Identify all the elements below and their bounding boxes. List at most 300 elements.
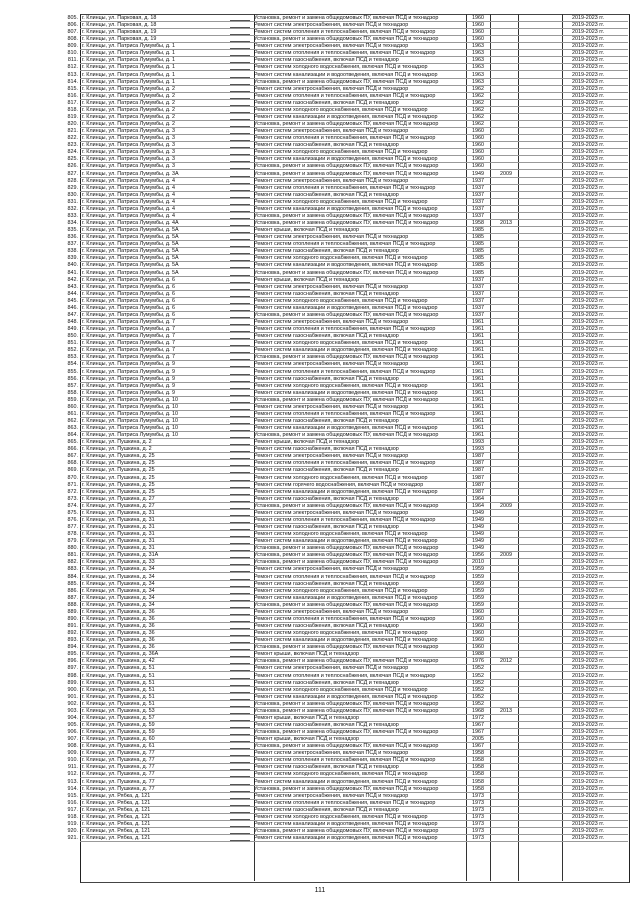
build-year-cell: 1962	[472, 99, 484, 106]
work-type-cell: Ремонт систем газоснабжения, включая ПСД и технадзор	[254, 248, 399, 255]
address-underline	[230, 812, 250, 813]
last-repair-year-cell	[494, 460, 518, 467]
work-type-cell: Установка, ремонт и замена общедомовых ПУ, включая ПСД и технадзор	[254, 15, 439, 21]
address-underline	[230, 402, 250, 403]
address-cell: г. Клинцы, ул. Патриса Лумумбы, д. 1	[82, 57, 176, 64]
row-number: 851.	[67, 340, 78, 347]
address-cell: г. Клинцы, ул. Патриса Лумумбы, д. 5А	[82, 255, 179, 262]
last-repair-year-cell	[494, 771, 518, 778]
work-type-cell: Установка, ремонт и замена общедомовых ПУ, включая ПСД и технадзор	[254, 396, 439, 403]
table-row	[67, 15, 628, 22]
plan-period-cell: 2019-2023 гг.	[571, 269, 605, 276]
last-repair-year-cell	[494, 390, 518, 397]
address-underline	[230, 55, 250, 56]
address-cell: г. Клинцы, ул. Патриса Лумумбы, д. 5А	[82, 248, 179, 255]
last-repair-year-cell	[494, 411, 518, 418]
plan-period-cell: 2019-2023 гг.	[571, 771, 605, 778]
table-row	[67, 368, 628, 376]
address-cell: г. Клинцы, ул. Пушкина, д. 36	[82, 630, 155, 637]
address-underline	[230, 246, 250, 247]
work-type-cell: Ремонт систем отопления и теплоснабжения, включая ПСД и технадзор	[254, 368, 436, 375]
plan-period-cell: 2019-2023 гг.	[571, 524, 605, 531]
work-type-cell: Ремонт крыши, включая ПСД и технадзор	[254, 736, 359, 743]
build-year-cell: 1973	[472, 792, 484, 799]
last-repair-year-cell: 2012	[500, 658, 512, 665]
row-number: 811.	[67, 57, 78, 64]
address-cell: г. Клинцы, ул. Патриса Лумумбы, д. 3	[82, 128, 176, 135]
build-year-cell: 1985	[472, 269, 484, 276]
last-repair-year-cell	[494, 142, 518, 149]
build-year-cell: 1973	[472, 828, 484, 835]
table-row	[67, 587, 628, 595]
row-number: 881.	[67, 552, 78, 559]
row-number: 838.	[67, 248, 78, 255]
plan-period-cell: 2019-2023 гг.	[571, 778, 605, 785]
plan-period-cell: 2019-2023 гг.	[571, 290, 605, 297]
last-repair-year-cell	[494, 234, 518, 241]
address-cell: г. Клинцы, ул. Пушкина, д. 36	[82, 637, 155, 644]
address-underline	[230, 310, 250, 311]
row-number: 909.	[67, 750, 78, 757]
plan-period-cell: 2019-2023 гг.	[571, 354, 605, 361]
address-underline	[230, 798, 250, 799]
build-year-cell: 1937	[472, 311, 484, 318]
work-type-cell: Ремонт систем электроснабжения, включая ПСД и технадзор	[254, 361, 409, 368]
address-cell: г. Клинцы, ул. Патриса Лумумбы, д. 3А	[82, 170, 179, 177]
address-cell: г. Клинцы, ул. Патриса Лумумбы, д. 2	[82, 121, 176, 128]
work-type-cell: Установка, ремонт и замена общедомовых ПУ, включая ПСД и технадзор	[254, 700, 439, 707]
address-cell: г. Клинцы, ул. Пушкина, д. 36А	[82, 651, 159, 658]
address-cell: г. Клинцы, ул. Пушкина, д. 51	[82, 700, 155, 707]
plan-period-cell: 2019-2023 гг.	[571, 700, 605, 707]
plan-period-cell: 2019-2023 гг.	[571, 184, 605, 191]
build-year-cell: 1985	[472, 241, 484, 248]
work-type-cell: Ремонт систем отопления и теплоснабжения, включая ПСД и технадзор	[254, 799, 436, 806]
address-underline	[230, 296, 250, 297]
table-row	[67, 191, 628, 199]
plan-period-cell: 2019-2023 гг.	[571, 729, 605, 736]
work-type-cell: Установка, ремонт и замена общедомовых ПУ, включая ПСД и технадзор	[254, 432, 439, 439]
build-year-cell: 2005	[472, 736, 484, 743]
address-underline	[230, 303, 250, 304]
build-year-cell: 1962	[472, 92, 484, 99]
row-number: 863.	[67, 425, 78, 432]
address-underline	[230, 126, 250, 127]
last-repair-year-cell	[494, 227, 518, 234]
address-cell: г. Клинцы, ул. Патриса Лумумбы, д. 9	[82, 375, 176, 382]
address-underline	[230, 352, 250, 353]
address-underline	[230, 218, 250, 219]
work-type-cell: Ремонт систем газоснабжения, включая ПСД и технадзор	[254, 99, 399, 106]
build-year-cell: 1961	[472, 319, 484, 325]
last-repair-year-cell	[494, 376, 518, 383]
work-type-cell: Установка, ремонт и замена общедомовых ПУ, включая ПСД и технадзор	[254, 212, 439, 219]
last-repair-year-cell	[494, 680, 518, 687]
address-underline	[230, 571, 250, 572]
address-underline	[230, 755, 250, 756]
table-row	[67, 99, 628, 107]
address-cell: г. Клинцы, ул. Пушкина, д. 2	[82, 446, 152, 453]
work-type-cell: Ремонт систем канализации и водоотведения, включая ПСД и технадзор	[254, 693, 438, 700]
plan-period-cell: 2019-2023 гг.	[571, 785, 605, 792]
build-year-cell: 1960	[472, 637, 484, 644]
address-underline	[230, 437, 250, 438]
address-underline	[230, 225, 250, 226]
row-number: 816.	[67, 92, 78, 99]
work-type-cell: Ремонт систем газоснабжения, включая ПСД и технадзор	[254, 467, 399, 474]
table-row	[67, 601, 628, 609]
address-underline	[230, 204, 250, 205]
plan-period-cell: 2019-2023 гг.	[571, 396, 605, 403]
row-number: 876.	[67, 516, 78, 523]
last-repair-year-cell	[494, 185, 518, 192]
plan-period-cell: 2019-2023 гг.	[571, 538, 605, 545]
address-cell: г. Клинцы, ул. Патриса Лумумбы, д. 9	[82, 382, 176, 389]
last-repair-year-cell	[494, 644, 518, 651]
plan-period-cell: 2019-2023 гг.	[571, 630, 605, 637]
address-cell: г. Клинцы, ул. Пушкина, д. 31	[82, 509, 155, 516]
plan-period-cell: 2019-2023 гг.	[571, 212, 605, 219]
plan-period-cell: 2019-2023 гг.	[571, 241, 605, 248]
work-type-cell: Установка, ремонт и замена общедомовых ПУ, включая ПСД и технадзор	[254, 502, 439, 509]
last-repair-year-cell	[494, 800, 518, 807]
address-underline	[230, 628, 250, 629]
work-type-cell: Ремонт систем газоснабжения, включая ПСД и технадзор	[254, 764, 399, 771]
address-cell: г. Клинцы, ул. Парковая, д. 18	[82, 15, 157, 21]
row-number: 830.	[67, 191, 78, 198]
address-underline	[230, 183, 250, 184]
plan-period-cell: 2019-2023 гг.	[571, 446, 605, 453]
address-underline	[230, 480, 250, 481]
work-type-cell: Установка, ремонт и замена общедомовых ПУ, включая ПСД и технадзор	[254, 78, 439, 85]
plan-period-cell: 2019-2023 гг.	[571, 248, 605, 255]
row-number: 886.	[67, 587, 78, 594]
address-cell: г. Клинцы, ул. Пушкина, д. 77	[82, 750, 155, 757]
plan-period-cell: 2019-2023 гг.	[571, 813, 605, 820]
work-type-cell: Ремонт крыши, включая ПСД и технадзор	[254, 714, 359, 721]
build-year-cell: 1960	[472, 142, 484, 149]
address-cell: г. Клинцы, ул. Рябка, д. 121	[82, 792, 151, 799]
build-year-cell: 1967	[472, 743, 484, 750]
plan-period-cell: 2019-2023 гг.	[571, 255, 605, 262]
work-type-cell: Ремонт систем отопления и теплоснабжения, включая ПСД и технадзор	[254, 460, 436, 467]
table-row	[67, 446, 628, 453]
work-type-cell: Ремонт систем электроснабжения, включая ПСД и технадзор	[254, 85, 409, 92]
plan-period-cell: 2019-2023 гг.	[571, 686, 605, 693]
build-year-cell: 1967	[472, 722, 484, 728]
row-number: 853.	[67, 354, 78, 361]
address-cell: г. Клинцы, ул. Патриса Лумумбы, д. 10	[82, 425, 179, 432]
last-repair-year-cell	[494, 496, 518, 503]
work-type-cell: Ремонт систем холодного водоснабжения, включая ПСД и технадзор	[254, 149, 428, 156]
build-year-cell: 1962	[472, 113, 484, 120]
row-number: 910.	[67, 757, 78, 764]
row-number: 870.	[67, 474, 78, 481]
page-number: 111	[314, 887, 326, 894]
build-year-cell: 1973	[472, 799, 484, 806]
address-cell: г. Клинцы, ул. Патриса Лумумбы, д. 9	[82, 389, 176, 396]
work-type-cell: Ремонт систем газоснабжения, включая ПСД и технадзор	[254, 191, 399, 198]
row-number: 867.	[67, 453, 78, 460]
plan-period-cell: 2019-2023 гг.	[571, 495, 605, 502]
plan-period-cell: 2019-2023 гг.	[571, 488, 605, 495]
work-type-cell: Ремонт систем холодного водоснабжения, включая ПСД и технадзор	[254, 587, 428, 594]
plan-period-cell: 2019-2023 гг.	[571, 439, 605, 446]
last-repair-year-cell	[494, 93, 518, 100]
row-number: 824.	[67, 149, 78, 156]
row-number: 831.	[67, 198, 78, 205]
address-cell: г. Клинцы, ул. Пушкина, д. 34	[82, 580, 155, 587]
build-year-cell: 1960	[472, 608, 484, 615]
row-number: 915.	[67, 792, 78, 799]
work-type-cell: Ремонт систем холодного водоснабжения, включая ПСД и технадзор	[254, 771, 428, 778]
build-year-cell: 1937	[472, 177, 484, 184]
last-repair-year-cell	[494, 694, 518, 701]
last-repair-year-cell	[494, 64, 518, 71]
plan-period-cell: 2019-2023 гг.	[571, 516, 605, 523]
last-repair-year-cell	[494, 192, 518, 199]
build-year-cell: 1952	[472, 679, 484, 686]
address-underline	[230, 168, 250, 169]
address-underline	[230, 275, 250, 276]
plan-period-cell: 2019-2023 гг.	[571, 99, 605, 106]
address-underline	[230, 239, 250, 240]
build-year-cell: 1961	[472, 375, 484, 382]
last-repair-year-cell	[494, 467, 518, 474]
table-row	[67, 580, 628, 588]
work-type-cell: Ремонт систем отопления и теплоснабжения, включая ПСД и технадзор	[254, 573, 436, 580]
address-underline	[230, 840, 250, 841]
table-row	[67, 594, 628, 602]
address-underline	[230, 444, 250, 445]
build-year-cell: 1960	[472, 149, 484, 156]
table-row	[67, 333, 628, 340]
plan-period-cell: 2019-2023 гг.	[571, 403, 605, 410]
build-year-cell: 1949	[472, 509, 484, 516]
address-underline	[230, 27, 250, 28]
last-repair-year-cell	[494, 383, 518, 390]
work-type-cell: Ремонт систем электроснабжения, включая ПСД и технадзор	[254, 128, 409, 135]
last-repair-year-cell	[494, 581, 518, 588]
row-number: 917.	[67, 806, 78, 813]
address-underline	[230, 607, 250, 608]
table-row	[67, 545, 628, 552]
work-type-cell: Ремонт систем канализации и водоотведения, включая ПСД и технадзор	[254, 778, 438, 785]
table-row	[67, 121, 628, 128]
plan-period-cell: 2019-2023 гг.	[571, 764, 605, 771]
last-repair-year-cell	[494, 545, 518, 552]
table-row	[67, 326, 628, 333]
address-cell: г. Клинцы, ул. Рябка, д. 121	[82, 828, 151, 835]
address-underline	[230, 656, 250, 657]
table-row	[67, 297, 628, 305]
build-year-cell: 1963	[472, 78, 484, 85]
address-cell: г. Клинцы, ул. Патриса Лумумбы, д. 1	[82, 43, 176, 50]
plan-period-cell: 2019-2023 гг.	[571, 566, 605, 573]
address-cell: г. Клинцы, ул. Парковая, д. 19	[82, 29, 157, 36]
address-cell: г. Клинцы, ул. Пушкина, д. 77	[82, 778, 155, 785]
address-cell: г. Клинцы, ул. Рябка, д. 121	[82, 806, 151, 813]
last-repair-year-cell	[494, 270, 518, 277]
table-row	[67, 92, 628, 100]
work-type-cell: Ремонт систем электроснабжения, включая ПСД и технадзор	[254, 509, 409, 516]
address-cell: г. Клинцы, ул. Патриса Лумумбы, д. 3	[82, 142, 176, 149]
table-row	[67, 439, 628, 446]
build-year-cell: 1958	[472, 764, 484, 771]
address-cell: г. Клинцы, ул. Патриса Лумумбы, д. 10	[82, 396, 179, 403]
last-repair-year-cell	[494, 743, 518, 750]
last-repair-year-cell	[494, 36, 518, 43]
address-underline	[230, 34, 250, 35]
row-number: 891.	[67, 623, 78, 630]
build-year-cell: 1973	[472, 806, 484, 813]
last-repair-year-cell	[494, 397, 518, 404]
plan-period-cell: 2019-2023 гг.	[571, 92, 605, 99]
address-cell: г. Клинцы, ул. Патриса Лумумбы, д. 10	[82, 417, 179, 424]
address-cell: г. Клинцы, ул. Патриса Лумумбы, д. 7	[82, 354, 176, 361]
build-year-cell: 1952	[472, 665, 484, 672]
address-cell: г. Клинцы, ул. Патриса Лумумбы, д. 5А	[82, 262, 179, 269]
plan-period-cell: 2019-2023 гг.	[571, 361, 605, 368]
address-underline	[230, 41, 250, 42]
table-row	[67, 128, 628, 135]
last-repair-year-cell	[494, 135, 518, 142]
build-year-cell: 1960	[472, 615, 484, 622]
last-repair-year-cell	[494, 163, 518, 170]
work-type-cell: Установка, ремонт и замена общедомовых ПУ, включая ПСД и технадзор	[254, 658, 439, 665]
address-underline	[230, 501, 250, 502]
row-number: 849.	[67, 326, 78, 333]
address-underline	[230, 727, 250, 728]
plan-period-cell: 2019-2023 гг.	[571, 736, 605, 743]
address-underline	[230, 621, 250, 622]
build-year-cell: 1961	[472, 389, 484, 396]
row-number: 844.	[67, 290, 78, 297]
last-repair-year-cell	[494, 79, 518, 86]
work-type-cell: Ремонт систем канализации и водоотведения, включая ПСД и технадзор	[254, 71, 438, 78]
work-type-cell: Ремонт систем электроснабжения, включая ПСД и технадзор	[254, 750, 409, 757]
address-cell: г. Клинцы, ул. Патриса Лумумбы, д. 4	[82, 184, 176, 191]
plan-period-cell: 2019-2023 гг.	[571, 417, 605, 424]
table-row	[67, 361, 628, 368]
row-number: 859.	[67, 396, 78, 403]
plan-period-cell: 2019-2023 гг.	[571, 297, 605, 304]
table-row	[67, 474, 628, 482]
table-row	[67, 375, 628, 383]
table-row	[67, 488, 628, 496]
build-year-cell: 1963	[472, 43, 484, 50]
last-repair-year-cell	[494, 687, 518, 694]
work-type-cell: Установка, ремонт и замена общедомовых ПУ, включая ПСД и технадзор	[254, 354, 439, 361]
plan-period-cell: 2019-2023 гг.	[571, 608, 605, 615]
plan-period-cell: 2019-2023 гг.	[571, 227, 605, 234]
address-underline	[230, 154, 250, 155]
plan-period-cell: 2019-2023 гг.	[571, 319, 605, 325]
work-type-cell: Ремонт систем холодного водоснабжения, включая ПСД и технадзор	[254, 382, 428, 389]
table-row	[67, 757, 628, 764]
work-type-cell: Ремонт систем электроснабжения, включая ПСД и технадзор	[254, 177, 409, 184]
table-row	[67, 658, 628, 665]
plan-period-cell: 2019-2023 гг.	[571, 587, 605, 594]
work-type-cell: Ремонт систем отопления и теплоснабжения, включая ПСД и технадзор	[254, 50, 436, 57]
build-year-cell: 1952	[472, 693, 484, 700]
table-row	[67, 481, 628, 489]
build-year-cell: 1958	[472, 750, 484, 757]
last-repair-year-cell	[494, 602, 518, 609]
work-type-cell: Ремонт систем газоснабжения, включая ПСД и технадзор	[254, 580, 399, 587]
build-year-cell: 1937	[472, 198, 484, 205]
address-cell: г. Клинцы, ул. Пушкина, д. 51	[82, 679, 155, 686]
build-year-cell: 1952	[472, 672, 484, 679]
table-row	[67, 453, 628, 460]
table-row	[67, 785, 628, 793]
address-underline	[230, 670, 250, 671]
address-cell: г. Клинцы, ул. Патриса Лумумбы, д. 5А	[82, 234, 179, 241]
last-repair-year-cell	[494, 757, 518, 764]
build-year-cell: 1963	[472, 64, 484, 71]
row-number: 899.	[67, 679, 78, 686]
last-repair-year-cell	[494, 241, 518, 248]
row-number: 907.	[67, 736, 78, 743]
table-row	[67, 686, 628, 694]
work-type-cell: Ремонт систем газоснабжения, включая ПСД и технадзор	[254, 446, 399, 453]
work-type-cell: Ремонт систем электроснабжения, включая ПСД и технадзор	[254, 665, 409, 672]
address-underline	[230, 62, 250, 63]
address-underline	[230, 211, 250, 212]
row-number: 908.	[67, 743, 78, 750]
table-row	[67, 729, 628, 736]
row-number: 871.	[67, 481, 78, 488]
work-type-cell: Установка, ремонт и замена общедомовых ПУ, включая ПСД и технадзор	[254, 828, 439, 835]
row-number: 855.	[67, 368, 78, 375]
plan-period-cell: 2019-2023 гг.	[571, 128, 605, 135]
work-type-cell: Ремонт систем холодного водоснабжения, включая ПСД и технадзор	[254, 630, 428, 637]
work-type-cell: Ремонт систем канализации и водоотведения, включая ПСД и технадзор	[254, 637, 438, 644]
address-underline	[230, 98, 250, 99]
row-number: 889.	[67, 608, 78, 615]
last-repair-year-cell	[494, 750, 518, 757]
last-repair-year-cell	[494, 517, 518, 524]
plan-period-cell: 2019-2023 гг.	[571, 340, 605, 347]
last-repair-year-cell	[494, 736, 518, 743]
work-type-cell: Ремонт систем электроснабжения, включая ПСД и технадзор	[254, 234, 409, 241]
table-row	[67, 806, 628, 814]
work-type-cell: Установка, ремонт и замена общедомовых ПУ, включая ПСД и технадзор	[254, 36, 439, 43]
build-year-cell: 1949	[472, 545, 484, 552]
table-row	[67, 835, 628, 842]
address-cell: г. Клинцы, ул. Патриса Лумумбы, д. 3	[82, 163, 176, 170]
table-row	[67, 347, 628, 354]
build-year-cell: 1937	[472, 205, 484, 212]
address-cell: г. Клинцы, ул. Патриса Лумумбы, д. 1	[82, 71, 176, 78]
address-cell: г. Клинцы, ул. Патриса Лумумбы, д. 10	[82, 432, 179, 439]
address-cell: г. Клинцы, ул. Пушкина, д. 25	[82, 453, 155, 460]
last-repair-year-cell	[494, 482, 518, 489]
build-year-cell: 1959	[472, 601, 484, 608]
build-year-cell: 1961	[472, 425, 484, 432]
last-repair-year-cell	[494, 319, 518, 326]
table-row	[67, 573, 628, 581]
row-number: 868.	[67, 460, 78, 467]
last-repair-year-cell	[494, 828, 518, 835]
plan-period-cell: 2019-2023 гг.	[571, 799, 605, 806]
build-year-cell: 1961	[472, 432, 484, 439]
address-cell: г. Клинцы, ул. Пушкина, д. 57	[82, 714, 155, 721]
last-repair-year-cell	[494, 559, 518, 566]
address-cell: г. Клинцы, ул. Пушкина, д. 31	[82, 516, 155, 523]
plan-period-cell: 2019-2023 гг.	[571, 262, 605, 269]
row-number: 807.	[67, 29, 78, 36]
